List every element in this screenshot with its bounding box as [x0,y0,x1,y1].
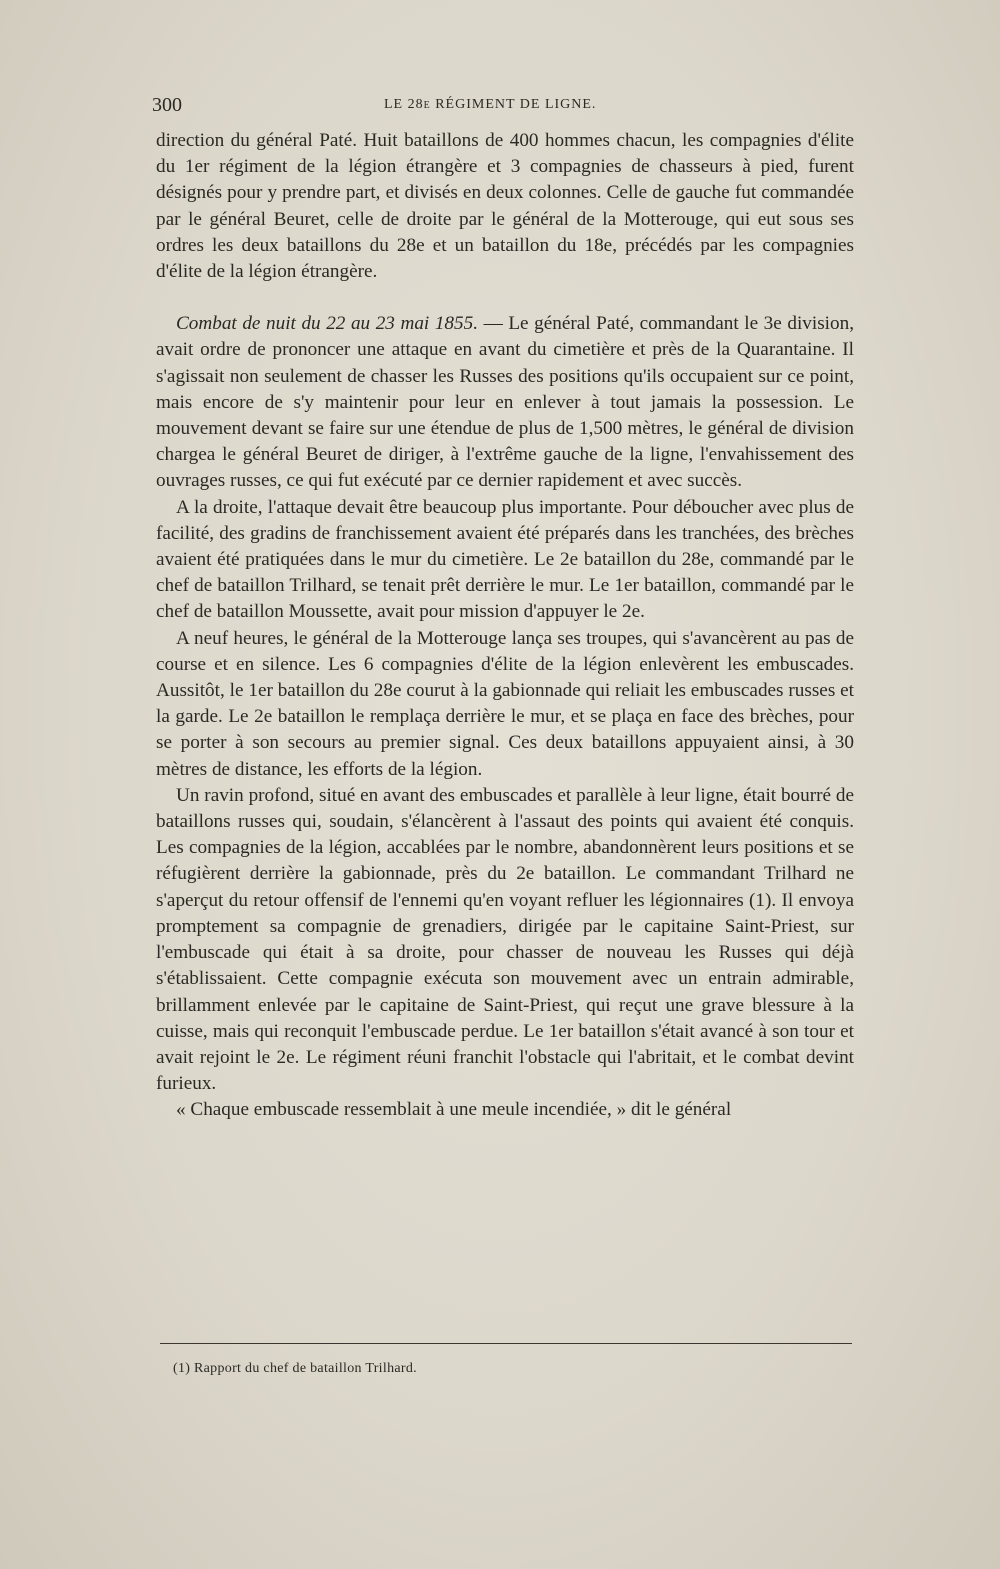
paragraph-combat [156,311,854,494]
heading-lead: — Le général Paté, commandant [483,313,739,335]
footnote-divider [160,1343,852,1344]
paragraph: Un ravin profond, situé en avant des embuscades et parallèle à leur ligne, était bourré de bataillons russes qui, soudain, s'élancèrent à l'assaut des points qui avaient été conquis. Les compagnies de la légion, accablées par le nombre, abandonnèrent leurs positions et se réfugièrent derrière la gabionnade, près du 2e bataillon. Le commandant Trilhard ne s'aperçut du retour offensif de l'ennemi qu'en voyant refluer les légionnaires (1). Il envoya promptement sa compagnie de grenadiers, dirigée par le capitaine Saint-Priest, sur l'embuscade qui était à sa droite, pour chasser de nouveau les Russes qui déjà s'établissaient. Cette compagnie exécuta son mouvement avec un entrain admirable, brillamment enlevée par le capitaine de Saint-Priest, qui reçut une grave blessure à la cuisse, mais qui reconquit l'embuscade perdue. Le 1er bataillon s'était avancé à son tour et avait rejoint le 2e. Le régiment réuni franchit l'obstacle qui l'abritait, et le combat devint furieux. [156,784,854,1095]
running-title: LE 28e RÉGIMENT DE LIGNE. [384,97,597,112]
section-heading: Combat de nuit du 22 au 23 mai 1855. [176,313,478,335]
paragraph: direction du général Paté. Huit bataillons de 400 hommes chacun, les compagnies d'élite du 1er régiment de la légion étrangère et 3 compagnies de chasseurs à pied, furent désignés pour y prendre part, et divisés en deux colonnes. Celle de gauche fut commandée par le général Beuret, celle de droite par le général de la Motterouge, qui eut sous ses ordres les deux bataillons du 28e et un bataillon du 18e, précédés par les compagnies d'élite de la légion étrangère. [156,130,854,283]
page-header [152,94,854,118]
paragraph: A la droite, l'attaque devait être beaucoup plus importante. Pour déboucher avec plus de facilité, des gradins de franchissement avaient été préparés dans les tranchées, des brèches avaient été pratiquées dans le mur du cimetière. Le 2e bataillon du 28e, commandé par le chef de bataillon Trilhard, se tenait prêt derrière le mur. Le 1er bataillon, commandé par le chef de bataillon Moussette, avait pour mission d'appuyer le 2e. [156,496,854,623]
paragraph-continuation: le 3e division, avait ordre de prononcer une attaque en avant du cimetière et près de la Quarantaine. Il s'agissait non seulement de chasser les Russes des positions qu'ils occupaient sur ce point, mais encore de s'y maintenir pour leur en enlever à tout jamais la possession. Le mouvement devant se faire sur une étendue de plus de 1,500 mètres, le général de division chargea le général Beuret de diriger, à l'extrême gauche de la ligne, l'envahissement des ouvrages russes, ce qui fut exécuté par ce dernier rapidement et avec succès. [156,313,854,492]
page-number: 300 [152,94,182,116]
paragraph: « Chaque embuscade ressemblait à une meule incendiée, » dit le général [176,1099,732,1121]
paragraph: A neuf heures, le général de la Motterouge lança ses troupes, qui s'avancèrent au pas de course et en silence. Les 6 compagnies d'élite de la légion enlevèrent les embuscades. Aussitôt, le 1er bataillon du 28e courut à la gabionnade qui reliait les embuscades russes et la garde. Le 2e bataillon le remplaça derrière le mur, et se plaça en face des brèches, pour se porter à son secours au premier signal. Ces deux bataillons appuyaient ainsi, à 30 mètres de distance, les efforts de la légion. [156,627,854,780]
body-text [156,128,854,1124]
footnote: (1) Rapport du chef de bataillon Trilhard. [173,1361,417,1376]
